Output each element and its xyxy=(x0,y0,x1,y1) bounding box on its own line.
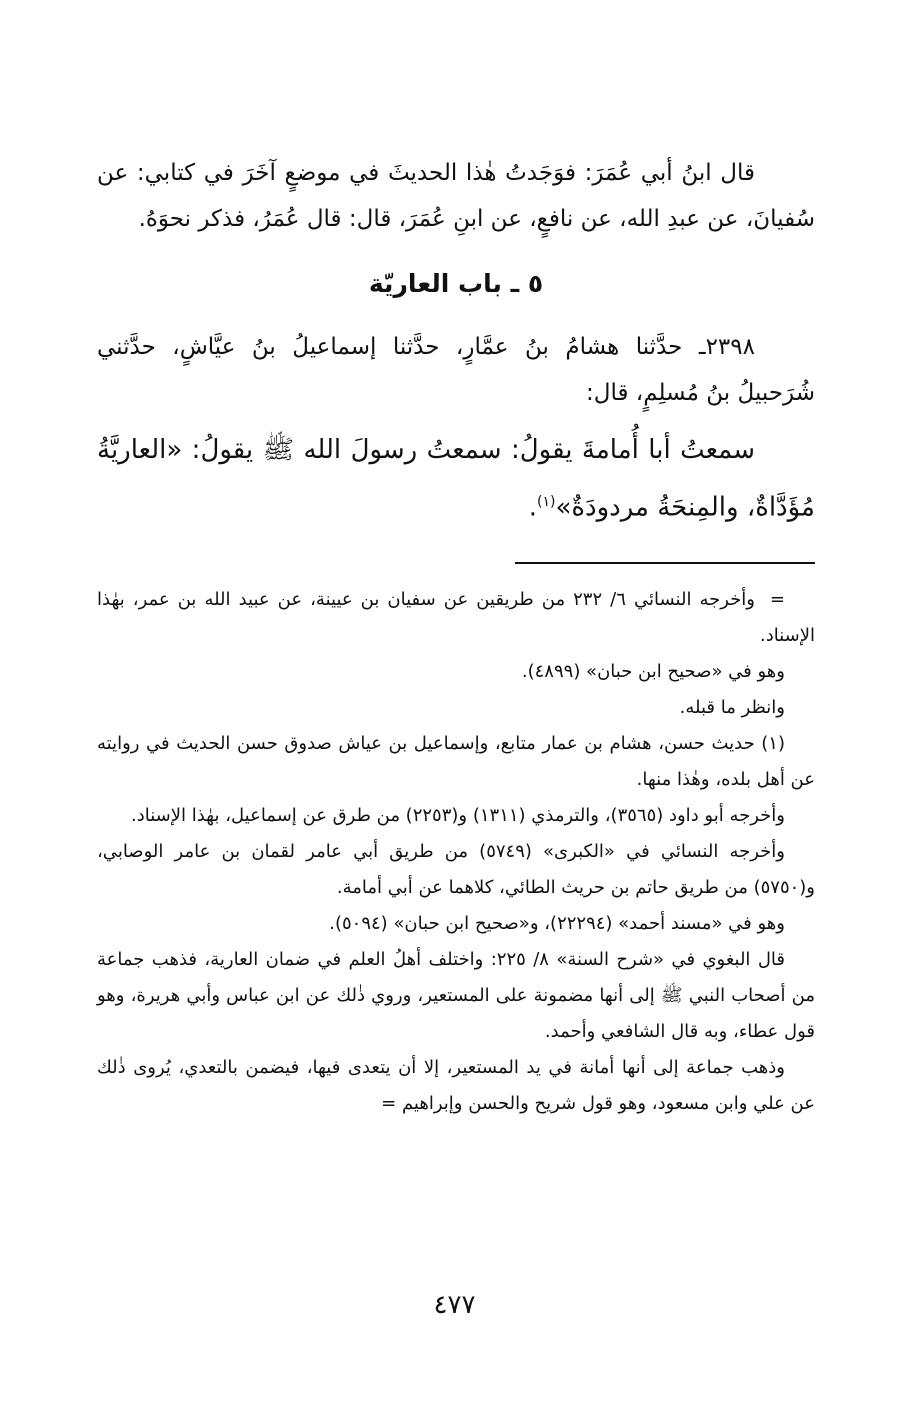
footnote-line xyxy=(97,582,815,654)
continuation-mark: = xyxy=(381,1092,397,1114)
intro-paragraph: قال ابنُ أبي عُمَرَ: فوَجَدتُ هٰذا الحديثَ في موضعٍ آخَرَ في كتابي: عن سُفيانَ، عن عبدِ الله، عن نافعٍ، عن ابنِ عُمَرَ، قال: قال عُمَرُ، فذكر نحوَهُ. xyxy=(97,160,815,232)
footnotes xyxy=(97,582,815,1122)
hadith-end: . xyxy=(528,492,537,523)
footnote-text: وأخرجه النسائي ٦/ ٢٣٢ من طريقين عن سفيان بن عيينة، عن عبيد الله بن عمر، بهٰذا الإسناد. xyxy=(97,588,815,646)
footnote-line: قال البغوي في «شرح السنة» ٨/ ٢٢٥: واختلف أهلُ العلم في ضمان العارية، فذهب جماعة من أصحاب النبي ﷺ إلى أنها مضمونة على المستعير، وروي ذٰلك عن ابن عباس وأبي هريرة، وهو قول عطاء، وبه قال الشافعي وأحمد. xyxy=(97,948,815,1042)
chapter-title: ٥ ـ باب العاريّة xyxy=(368,269,544,298)
hadith-body: سمعتُ أبا أُمامةَ يقولُ: سمعتُ رسولَ الله ﷺ يقولُ: «العاريَّةُ مُؤَدَّاةٌ، والمِنحَةُ مردودَةٌ» xyxy=(97,435,815,523)
footnote-separator xyxy=(515,562,815,564)
hadith-text xyxy=(97,424,815,534)
page-number: ٤٧٧ xyxy=(433,1290,476,1320)
footnote-line: وهو في «مسند أحمد» (٢٢٢٩٤)، و«صحيح ابن حبان» (٥٠٩٤). xyxy=(329,912,785,934)
footnote-text: وذهب جماعة إلى أنها أمانة في يد المستعير، إلا أن يتعدى فيها، فيضمن بالتعدي، يُروى ذٰلك عن علي وابن مسعود، وهو قول شريح والحسن وإبراهيم xyxy=(97,1056,815,1114)
footnote-line xyxy=(97,1050,815,1122)
footnote-marker: (١) xyxy=(537,494,556,510)
hadith-chain: ٢٣٩٨ـ حدَّثنا هشامُ بنُ عمَّارٍ، حدَّثنا إسماعيلُ بنُ عيَّاشٍ، حدَّثني شُرَحبيلُ بنُ مُسلِمٍ، قال: xyxy=(97,334,815,406)
main-text xyxy=(97,150,815,534)
continuation-mark: = xyxy=(769,588,785,610)
footnote-line: (١) حديث حسن، هشام بن عمار متابع، وإسماعيل بن عياش صدوق حسن الحديث في روايته عن أهل بلده، وهٰذا منها. xyxy=(97,732,815,790)
footnote-line: وأخرجه أبو داود (٣٥٦٥)، والترمذي (١٣١١) و(٢٢٥٣) من طرق عن إسماعيل، بهٰذا الإسناد. xyxy=(131,804,785,826)
footnote-line: وانظر ما قبله. xyxy=(679,696,785,718)
footnote-line: وهو في «صحيح ابن حبان» (٤٨٩٩). xyxy=(521,660,785,682)
page-body xyxy=(97,150,815,1122)
footnote-line: وأخرجه النسائي في «الكبرى» (٥٧٤٩) من طريق أبي عامر لقمان بن عامر الوصابي، و(٥٧٥٠) من طريق حاتم بن حريث الطائي، كلاهما عن أبي أمامة. xyxy=(97,840,815,898)
